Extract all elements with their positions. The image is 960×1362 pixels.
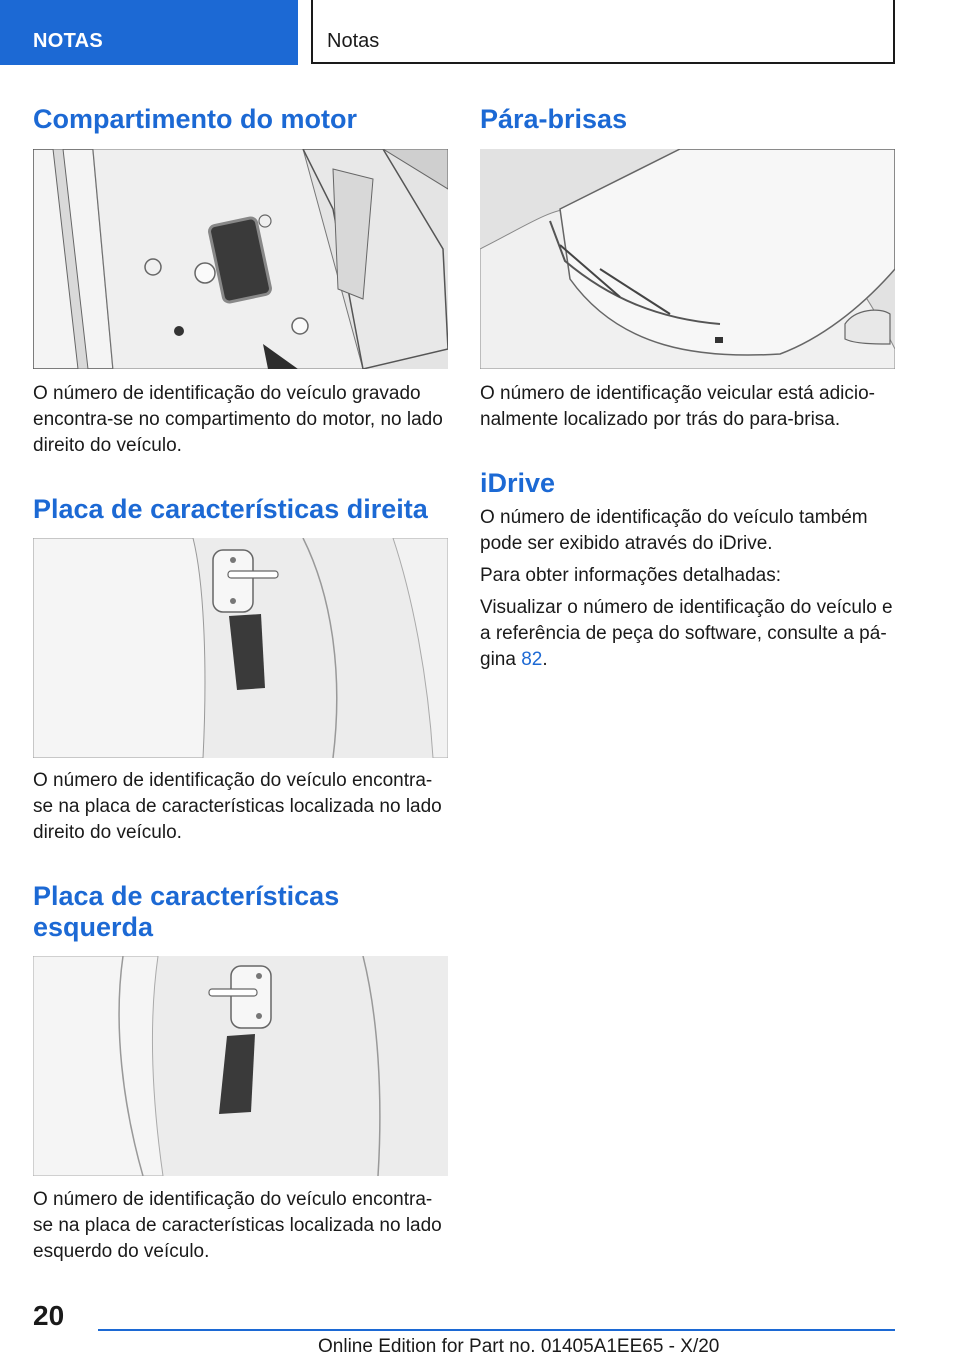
section-label: NOTAS [33, 30, 104, 52]
idrive-body-3-suffix: . [542, 649, 548, 670]
plate-left-heading: Placa de características esquerda [33, 881, 340, 942]
idrive-body-2: Para obter informações detalhadas: [480, 565, 782, 586]
chapter-label: Notas [327, 30, 380, 52]
engine-compartment-illustration [33, 149, 448, 369]
idrive-heading: iDrive [480, 468, 556, 498]
chapter-header [311, 0, 895, 64]
engine-body: O número de identificação do veículo gravado encontra-se no compartimento do motor, no lado direito do veículo. [33, 383, 443, 456]
idrive-body-3-text: Visualizar o número de identificação do veículo e a referência de peça do software, consulte a página [480, 597, 893, 670]
idrive-body-1: O número de identificação do veículo também pode ser exibido através do iDrive. [480, 507, 868, 554]
page-number: 20 [33, 1300, 65, 1331]
windshield-body: O número de identificação veicular está adicionalmente localizado por trás do para-brisa. [480, 383, 875, 430]
plate-left-illustration [33, 956, 448, 1176]
page-link[interactable]: 82 [521, 649, 543, 670]
footer-edition: Online Edition for Part no. 01405A1EE65 - X/20 [318, 1336, 720, 1357]
plate-right-illustration [33, 538, 448, 758]
windshield-heading: Pára-brisas [480, 104, 628, 134]
engine-heading: Compartimento do motor [33, 104, 357, 134]
plate-right-body: O número de identificação do veículo encontra-se na placa de características localizada no lado direito do veículo. [33, 770, 442, 843]
footer-rule [98, 1329, 895, 1331]
plate-right-heading: Placa de características direita [33, 494, 428, 524]
plate-left-body: O número de identificação do veículo encontra-se na placa de características localizada no lado esquerdo do veículo. [33, 1189, 442, 1262]
idrive-body-3 [480, 595, 895, 673]
windshield-illustration [480, 149, 895, 369]
section-tab[interactable] [0, 0, 298, 65]
